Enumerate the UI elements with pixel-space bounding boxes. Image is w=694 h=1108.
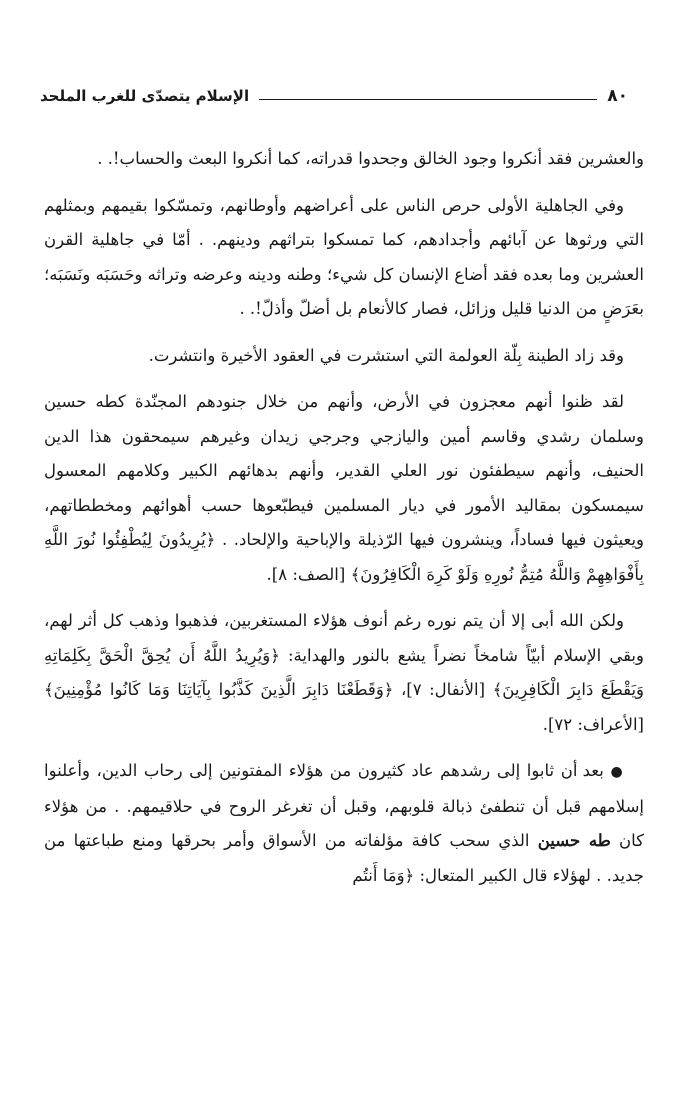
page-header [40,86,628,106]
verse-ref-3: [الأعراف: ٧٢]. [542,714,644,734]
paragraph-5-text: ولكن الله أبى إلا أن يتم نوره رغم أنوف هؤلاء المستغربين، فذهبوا وذهب كل أثر لهم، وبقي الإسلام أبيّاً شامخاً نضراً يشع بالنور والهداية: [44,611,644,665]
header-rule [259,99,597,100]
paragraph-5 [44,604,644,742]
paragraph-6 [44,754,644,893]
paragraph-3: وقد زاد الطينة بِلّة العولمة التي استشرت في العقود الأخيرة وانتشرت. [148,345,624,365]
verse-ref-2: [الأنفال: ٧]، [400,680,486,699]
verse-ref-1: [الصف: ٨]. [266,564,346,584]
bullet-icon: ● [610,764,625,780]
paragraph-6-text-a: بعد أن ثابوا إلى رشدهم عاد كثيرون من هؤلاء المفتونين إلى رحاب الدين، وأعلنوا إسلامهم قبل أن تنطفئ ذبالة قلوبهم، وقبل أن تغرغر الروح في حلاقيمهم. . من هؤلاء كان [44,761,645,850]
paragraph-4-text: لقد ظنوا أنهم معجزون في الأرض، وأنهم من خلال جنودهم المجنّدة كطه حسين وسلمان رشدي وقاسم أمين واليازجي وجرجي زيدان وغيرهم سيمحقون هذا الدين الحنيف، وأنهم سيطفئون نور العلي القدير، وأنهم بدهائهم الكبير وكلامهم المعسول سيمسكون بمقاليد الأمور في ديار المسلمين فيطبّعوها حسب أهوائهم ومخططاتهم، ويعيثون فيها فساداً، وينشرون فيها الرّذيلة والإباحية والإلحاد. . [44,392,644,549]
quran-verse-1: ﴿يُرِيدُونَ لِيُطْفِئُوا نُورَ اللَّهِ بِأَفْوَاهِهِمْ وَاللَّهُ مُتِمُّ نُورِهِ وَلَوْ كَرِهَ الْكَافِرُونَ﴾ [44,530,644,584]
paragraph-4 [44,385,644,592]
paragraph-2: وفي الجاهلية الأولى حرص الناس على أعراضهم وأوطانهم، وتمسّكوا بقيمهم وبمثلهم التي ورثوها عن آبائهم وأجدادهم، كما تمسكوا بتراثهم ودينهم. . أمّا في جاهلية القرن العشرين وما بعده فقد أضاع الإنسان كل شيء؛ وطنه ودينه وعرضه وتراثه وحَسَبَه ونَسَبَه؛ بعَرَضٍ من الدنيا قليل وزائل، فصار كالأنعام بل أضلّ وأذلّ!. . [44,195,644,318]
paragraph-6-text-b: الذي سحب كافة مؤلفاته من الأسواق وأمر بحرقها ومنع طباعتها من جديد. . لهؤلاء قال الكبير المتعال: [44,831,644,885]
running-title: الإسلام يتصدّى للغرب الملحد [40,87,250,105]
highlighted-name: طه حسين [537,831,611,850]
page-number: ٨٠ [607,86,628,106]
quran-verse-4: ﴿وَمَا أَنتُم [352,865,415,885]
paragraph-1: والعشرين فقد أنكروا وجود الخالق وجحدوا قدراته، كما أنكروا البعث والحساب!. . [97,149,644,168]
quran-verse-2: ﴿وَيُرِيدُ اللَّهُ أَن يُحِقَّ الْحَقَّ بِكَلِمَاتِهِ وَيَقْطَعَ دَابِرَ الْكَافِرِينَ﴾ [44,645,645,699]
body-text [44,142,644,905]
quran-verse-3: ﴿وَقَطَعْنَا دَابِرَ الَّذِينَ كَذَّبُوا بِآيَاتِنَا وَمَا كَانُوا مُؤْمِنِينَ﴾ [44,680,394,699]
